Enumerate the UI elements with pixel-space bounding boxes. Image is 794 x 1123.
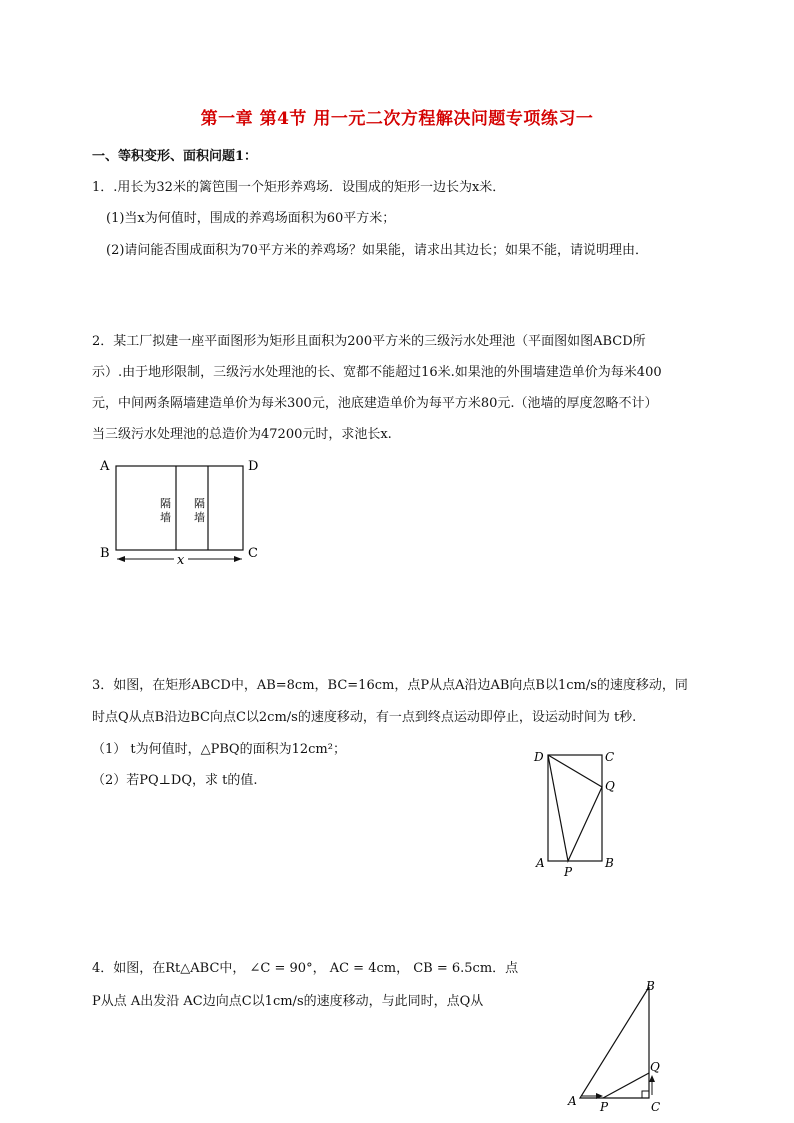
q2-line2: 示）.由于地形限制，三级污水处理池的长、宽都不能超过16米.如果池的外围墙建造单价为每米400 (92, 365, 662, 380)
label-A: A (100, 459, 110, 474)
label-Q: Q (605, 779, 615, 793)
q2-line4: 当三级污水处理池的总造价为47200元时，求池长x. (92, 427, 392, 442)
label-B: B (646, 979, 655, 993)
q3-line2: 时点Q从点B沿边BC向点C以2cm/s的速度移动，有一点到终点运动即停止，设运动时间为 t秒. (92, 710, 637, 725)
q3-line3: （1） t为何值时，△PBQ的面积为12cm²； (92, 742, 346, 757)
wall1-char1: 隔 (160, 497, 171, 510)
right-angle-mark (642, 1091, 649, 1098)
label-C: C (605, 750, 615, 764)
label-C: C (248, 546, 258, 561)
page-title: 第一章 第4节 用一元二次方程解决问题专项练习一 (200, 109, 594, 129)
label-P: P (600, 1100, 609, 1114)
q1-line2: (1)当x为何值时，围成的养鸡场面积为60平方米； (106, 211, 396, 226)
q2-figure (90, 455, 275, 570)
q2-line1: 2．某工厂拟建一座平面图形为矩形且面积为200平方米的三级污水处理池（平面图如图ABCD所 (92, 334, 646, 349)
arrow-CQ-head (649, 1075, 655, 1082)
q1-line1: 1．.用长为32米的篱笆围一个矩形养鸡场．设围成的矩形一边长为x米． (92, 180, 506, 195)
wall2-char2: 墙 (194, 511, 205, 524)
dimension-arrow-right (234, 556, 242, 562)
section-heading: 一、等积变形、面积问题1： (92, 149, 258, 164)
wall1-char2: 墙 (160, 511, 171, 524)
label-x: x (177, 553, 185, 568)
q1-line3: (2)请问能否围成面积为70平方米的养鸡场？如果能，请求出其边长；如果不能，请说明理由． (106, 243, 648, 258)
q3-figure (528, 745, 628, 880)
q3-line1: 3．如图，在矩形ABCD中，AB=8cm，BC=16cm，点P从点A沿边AB向点B以1cm/s的速度移动，同 (92, 678, 688, 693)
label-A: A (568, 1094, 577, 1108)
label-C: C (651, 1100, 661, 1114)
label-B: B (100, 546, 110, 561)
label-D: D (248, 459, 259, 474)
label-D: D (534, 750, 544, 764)
q4-line1: 4．如图，在Rt△ABC中， ∠C = 90°， AC = 4cm， CB = 6.5cm．点 (92, 961, 519, 976)
label-B: B (605, 856, 614, 870)
pool-rectangle (116, 466, 243, 550)
label-P: P (564, 865, 573, 879)
label-Q: Q (650, 1060, 660, 1074)
triangle-DPQ (548, 755, 602, 861)
q2-line3: 元，中间两条隔墙建造单价为每米300元，池底建造单价为每平方米80元.（池墙的厚度忽略不计） (92, 396, 658, 411)
q4-figure (560, 975, 680, 1115)
triangle-ABC (580, 987, 649, 1098)
q3-line4: （2）若PQ⊥DQ，求 t的值. (92, 773, 258, 788)
wall2-char1: 隔 (194, 497, 205, 510)
dimension-arrow-left (117, 556, 125, 562)
q4-line2: P从点 A出发沿 AC边向点C以1cm/s的速度移动，与此同时，点Q从 (92, 994, 484, 1009)
label-A: A (536, 856, 545, 870)
